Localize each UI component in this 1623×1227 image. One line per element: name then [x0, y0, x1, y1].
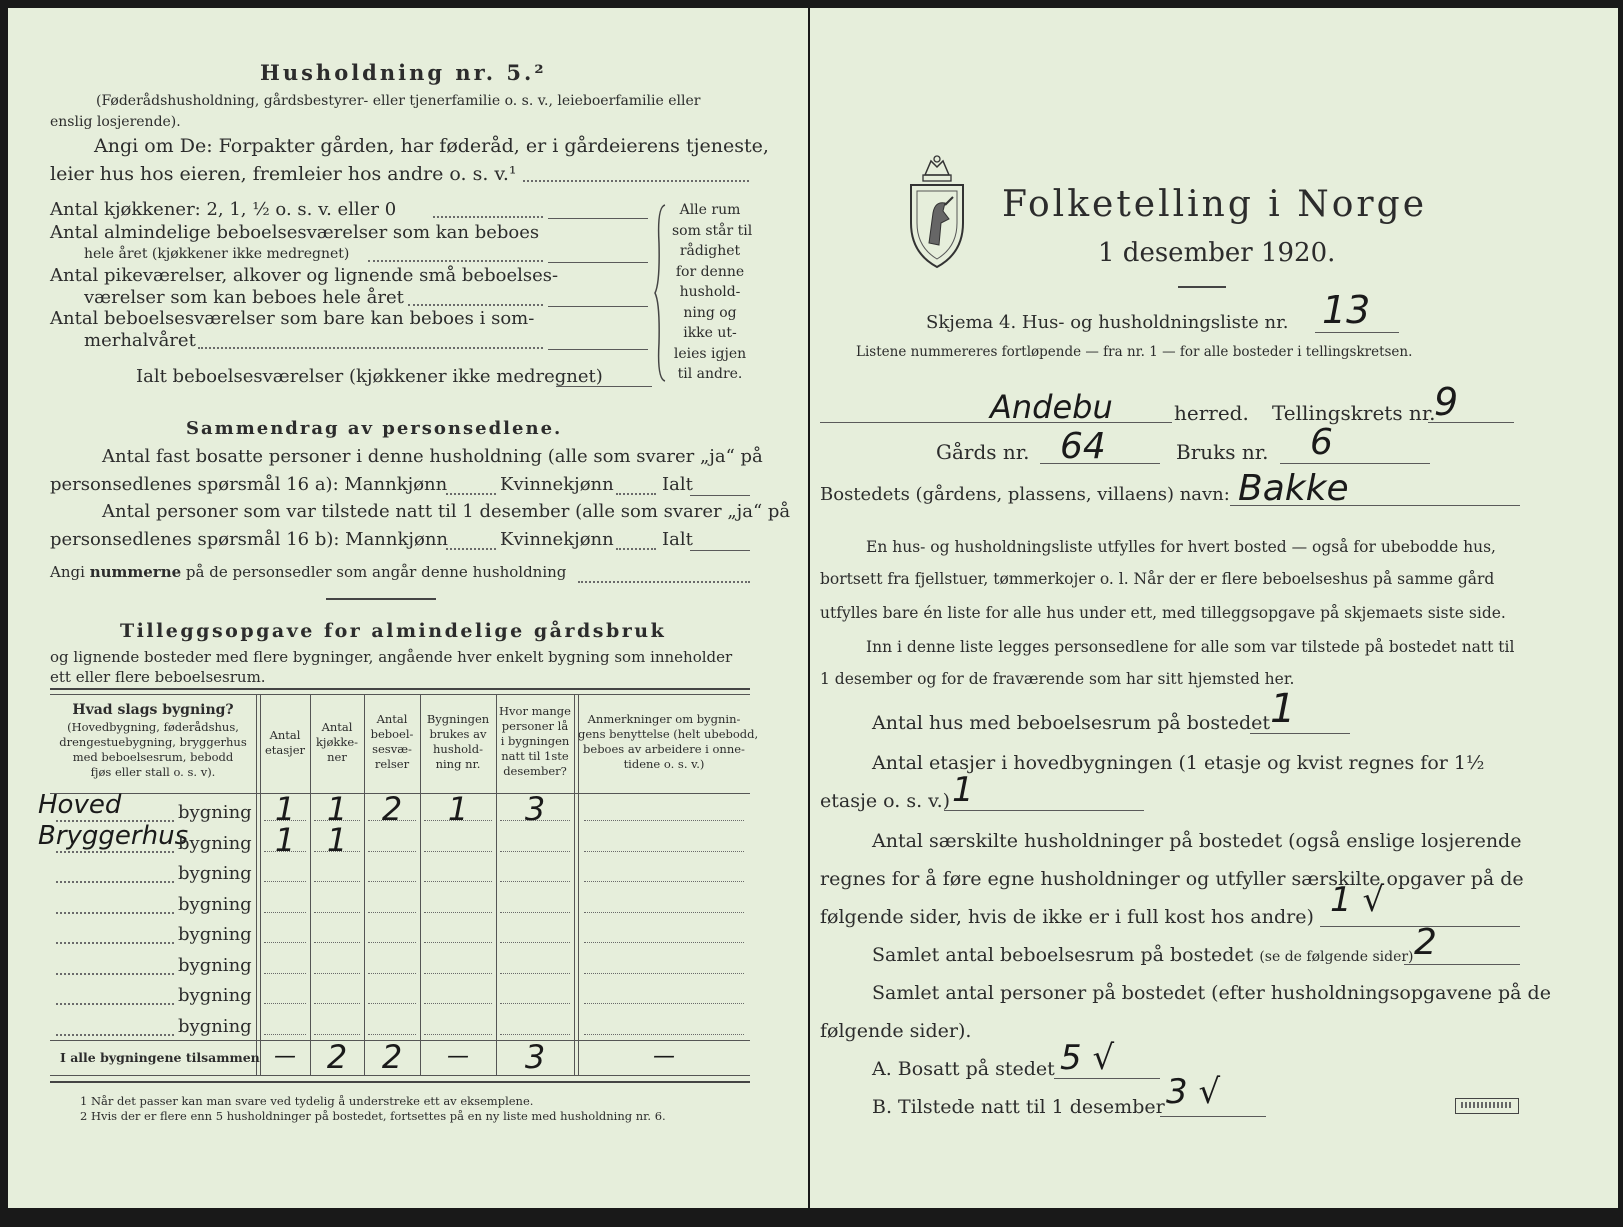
tellingskrets-value: 9: [1434, 380, 1459, 424]
summary-1b: personsedlenes spørsmål 16 a): Mannkjønn: [50, 474, 448, 495]
rooms-line-4: Antal pikeværelser, alkover og lignende små beboelses-: [50, 265, 559, 286]
etasjer-value: 1: [952, 770, 974, 810]
etasjer-line-2: etasje o. s. v.): [820, 790, 951, 812]
tillegg-title: Tilleggsopgave for almindelige gårdsbruk: [120, 620, 667, 642]
summary-2b: personsedlenes spørsmål 16 b): Mannkjønn: [50, 529, 449, 550]
col-header-husholdning: Bygningen brukes av hushold- ning nr.: [426, 712, 490, 771]
rooms-line-2: Antal almindelige beboelsesværelser som kan beboes: [50, 222, 540, 243]
col-header-personer: Hvor mange personer lå i bygningen natt til 1ste desember?: [499, 704, 571, 778]
ask-line-1: Angi om De: Forpakter gården, har føderåd, er i gårdeierens tjeneste,: [94, 135, 769, 157]
ialt-label-2: Ialt: [662, 529, 693, 550]
pers-line-1: Samlet antal personer på bostedet (efter husholdningsopgavene på de: [872, 982, 1551, 1004]
pers-line-2: følgende sider).: [820, 1020, 972, 1042]
total-vaerelser: 2: [381, 1038, 403, 1076]
rooms-line-3: hele året (kjøkkener ikke medregnet): [84, 246, 350, 262]
row-bygning-label: bygning: [178, 924, 252, 945]
hus-label: Antal hus med beboelsesrum på bostedet: [872, 712, 1271, 734]
footnote-1: 1 Når det passer kan man svare ved tydelig å understreke ett av eksemplene.: [80, 1094, 534, 1108]
bosatt-label: A. Bosatt på stedet: [872, 1058, 1055, 1080]
household-subtitle-1: (Føderådshusholdning, gårdsbestyrer- eller tjenerfamilie o. s. v., leieboerfamilie eller: [96, 93, 701, 109]
total-label: I alle bygningene tilsammen: [60, 1050, 260, 1065]
left-page: [8, 8, 808, 1208]
tillegg-1: og lignende bosteder med flere bygninger, angående hver enkelt bygning som inneholder: [50, 648, 733, 666]
row-cell-kjokken: 1: [326, 790, 348, 828]
bosted-value: Bakke: [1238, 468, 1349, 509]
footnote-2: 2 Hvis der er flere enn 5 husholdninger på bostedet, fortsettes på en ny liste med husholdning nr. 6.: [80, 1109, 666, 1123]
rooms-note: Alle rum som står til rådighet for denne hushold- ning og ikke ut- leies igjen til andre.: [672, 202, 753, 382]
col-header-kjokken: Antal kjøkke- ner: [315, 720, 359, 764]
total-etasjer: —: [274, 1044, 296, 1069]
rooms-line-1: Antal kjøkkener: 2, 1, ½ o. s. v. eller 0: [50, 199, 397, 220]
herred-label: herred.: [1174, 401, 1249, 425]
summary-1a: Antal fast bosatte personer i denne husholdning (alle som svarer „ja“ på: [102, 446, 763, 467]
household-subtitle-2: enslig losjerende).: [50, 114, 181, 130]
etasjer-line-1: Antal etasjer i hovedbygningen (1 etasje og kvist regnes for 1½: [872, 752, 1485, 774]
tilstede-label: B. Tilstede natt til 1 desember: [872, 1096, 1165, 1118]
census-title: Folketelling i Norge: [1002, 184, 1427, 225]
hush-value: 1 √: [1330, 880, 1385, 920]
col-header-anmerkninger: Anmerkninger om bygnin- gens benyttelse (helt ubebodd, beboes av arbeidere i onne- tidene o. s. v.): [578, 712, 759, 771]
bosatt-value: 5 √: [1060, 1038, 1115, 1078]
herred-value: Andebu: [990, 388, 1113, 426]
summary-2a: Antal personer som var tilstede natt til 1 desember (alle som svarer „ja“ på: [102, 501, 791, 522]
skjema-number: 13: [1322, 288, 1371, 332]
household-title: Husholdning nr. 5.²: [260, 60, 547, 85]
rum-value: 2: [1414, 922, 1437, 963]
nummer-line: Angi nummerne på de personsedler som angår denne husholdning: [50, 563, 567, 581]
tilstede-value: 3 √: [1166, 1072, 1221, 1112]
info-2: bortsett fra fjellstuer, tømmerkojer o. l. Når der er flere beboelseshus på samme gård: [820, 570, 1495, 588]
total-kjokken: 2: [326, 1038, 348, 1076]
bruks-label: Bruks nr.: [1176, 440, 1269, 464]
norway-coat-of-arms-icon: [905, 153, 969, 273]
row-bygning-label: bygning: [178, 832, 252, 854]
row-cell-kjokken: 1: [326, 820, 348, 859]
info-5: 1 desember og for de fraværende som har sitt hjemsted her.: [820, 670, 1295, 688]
total-personer: 3: [524, 1038, 546, 1076]
rooms-line-5: værelser som kan beboes hele året: [84, 287, 404, 308]
row-bygning-label: bygning: [178, 1015, 252, 1037]
bruks-value: 6: [1310, 422, 1333, 463]
census-date: 1 desember 1920.: [1098, 238, 1336, 268]
summary-title: Sammendrag av personsedlene.: [186, 418, 563, 439]
tillegg-2: ett eller flere beboelsesrum.: [50, 668, 266, 686]
tellingskrets-label: Tellingskrets nr.: [1272, 401, 1436, 425]
listene-note: Listene nummereres fortløpende — fra nr. 1 — for alle bosteder i tellingskretsen.: [856, 344, 1413, 360]
col-header-etasjer: Antal etasjer: [264, 728, 306, 757]
rum-label: Samlet antal beboelsesrum på bostedet (se de følgende sider): [872, 944, 1414, 966]
gards-label: Gårds nr.: [936, 440, 1030, 464]
row-building-name: Hoved: [38, 790, 122, 820]
row-bygning-label: bygning: [178, 954, 252, 976]
gards-value: 64: [1060, 426, 1106, 467]
row-cell-husholdning: 1: [447, 790, 469, 828]
hus-value: 1: [1270, 686, 1296, 732]
ask-line-2: leier hus hos eieren, fremleier hos andre o. s. v.¹: [50, 163, 517, 185]
printer-stamp: [1455, 1098, 1519, 1114]
ialt-rooms: Ialt beboelsesværelser (kjøkkener ikke medregnet): [136, 366, 603, 387]
info-3: utfylles bare én liste for alle hus under ett, med tilleggsopgave på skjemaets siste side.: [820, 604, 1506, 622]
row-cell-etasjer: 1: [274, 790, 296, 828]
row-cell-etasjer: 1: [274, 820, 296, 859]
rooms-line-6: Antal beboelsesværelser som bare kan beboes i som-: [50, 308, 535, 329]
row-bygning-label: bygning: [178, 985, 252, 1006]
skjema-label: Skjema 4. Hus- og husholdningsliste nr.: [926, 312, 1289, 333]
hush-line-1: Antal særskilte husholdninger på bostedet (også enslige losjerende: [872, 830, 1522, 852]
row-cell-personer: 3: [524, 790, 546, 828]
col-header-vaerelser: Antal beboel- sesvæ- relser: [370, 712, 414, 771]
hush-line-3: følgende sider, hvis de ikke er i full kost hos andre): [820, 906, 1314, 928]
kvinne-label-1: Kvinnekjønn: [500, 474, 614, 495]
info-1: En hus- og husholdningsliste utfylles for hvert bosted — også for ubebodde hus,: [866, 538, 1496, 556]
row-bygning-label: bygning: [178, 802, 252, 823]
row-bygning-label: bygning: [178, 893, 252, 915]
ialt-label-1: Ialt: [662, 474, 693, 495]
right-page: [810, 8, 1618, 1208]
row-bygning-label: bygning: [178, 863, 252, 884]
rooms-line-7: merhalvåret: [84, 330, 196, 351]
row-building-name: Bryggerhus: [38, 820, 189, 851]
total-anm: —: [653, 1044, 675, 1069]
kvinne-label-2: Kvinnekjønn: [500, 529, 614, 550]
info-4: Inn i denne liste legges personsedlene for alle som var tilstede på bostedet natt til: [866, 638, 1515, 656]
bosted-label: Bostedets (gårdens, plassens, villaens) navn:: [820, 484, 1230, 505]
col-header-bygning: Hvad slags bygning? (Hovedbygning, føderådshus, drengestuebygning, bryggerhus med beboelsesrum, bebodd fjøs eller stall o. s. v).: [59, 702, 247, 779]
row-cell-vaerelser: 2: [381, 790, 403, 828]
total-husholdning: —: [447, 1044, 469, 1069]
hush-line-2: regnes for å føre egne husholdninger og utfyller særskilte opgaver på de: [820, 868, 1524, 890]
brace-icon: [653, 203, 669, 383]
